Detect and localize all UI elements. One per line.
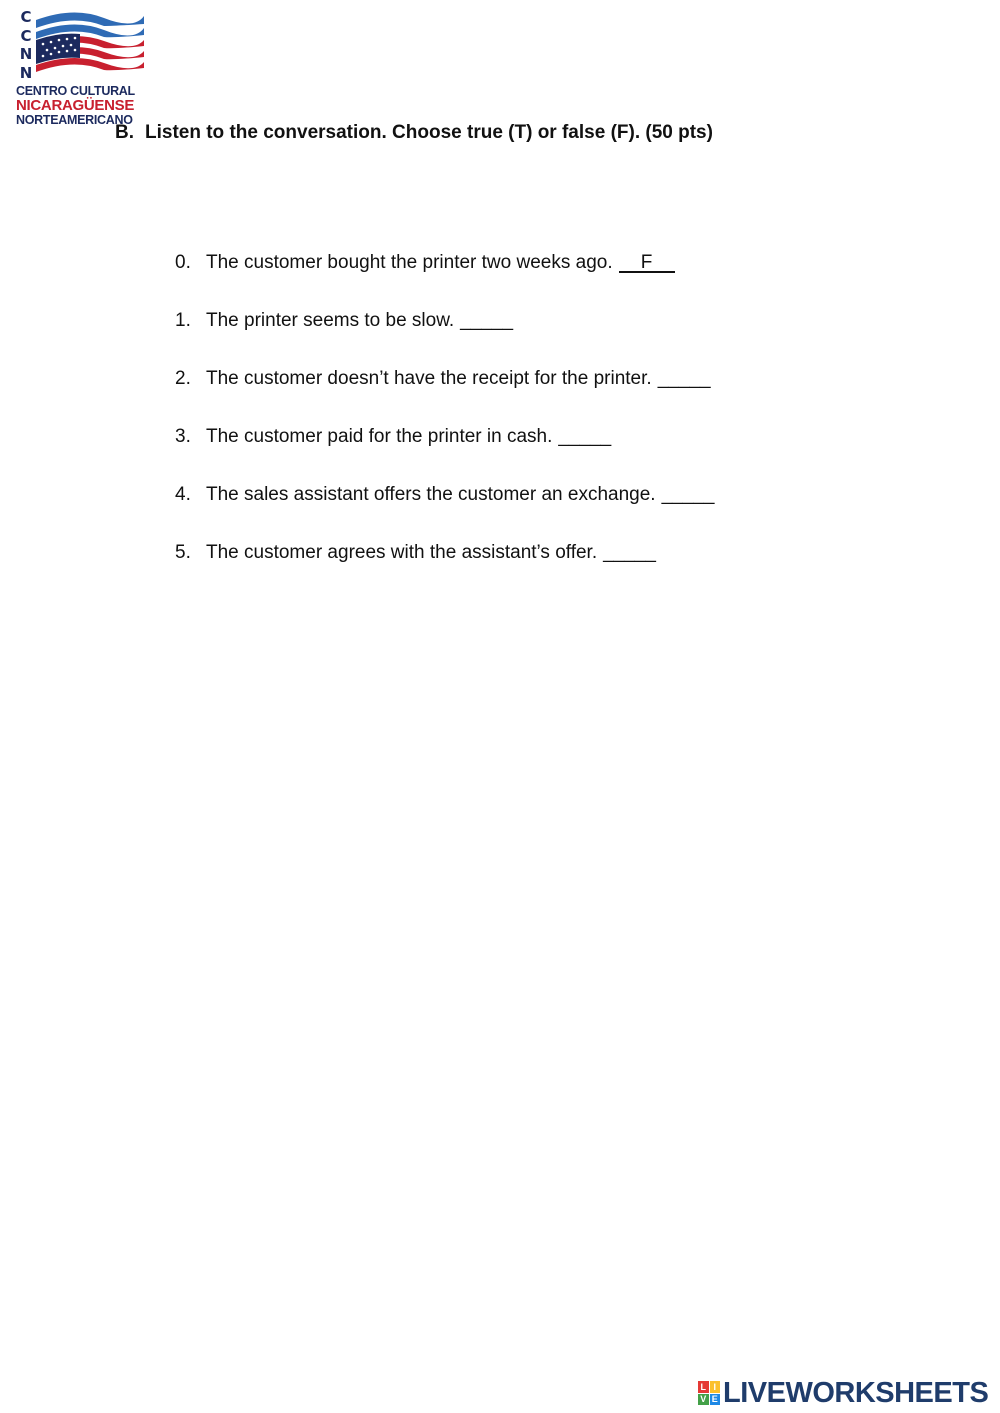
answer-field[interactable]: _____ [657, 368, 711, 389]
badge-letter: E [710, 1394, 721, 1406]
section-heading [115, 122, 713, 144]
logo-line-centro: CENTRO CULTURAL [16, 84, 135, 98]
item-text: The customer bought the printer two weeks ago. [206, 252, 613, 273]
item-number: 4. [175, 484, 191, 505]
item-text: The printer seems to be slow. [206, 310, 455, 331]
item-number: 2. [175, 368, 191, 389]
list-item [175, 310, 714, 368]
section-letter: B. [115, 122, 134, 143]
item-text: The sales assistant offers the customer an exchange. [206, 484, 656, 505]
logo-line-nicaraguense: NICARAGÜENSE [16, 97, 135, 114]
logo-acronym [18, 8, 34, 82]
logo-letter: N [19, 45, 33, 63]
list-item [175, 484, 714, 542]
logo-letter: N [19, 63, 33, 82]
item-text: The customer doesn’t have the receipt for the printer. [206, 368, 652, 389]
badge-letter: V [698, 1394, 709, 1406]
badge-letter: L [698, 1381, 709, 1393]
answer-field[interactable]: _____ [661, 484, 715, 505]
liveworksheets-badge-icon [698, 1381, 720, 1405]
list-item [175, 368, 714, 426]
logo-letter: C [20, 26, 32, 45]
logo-line-norteamericano: NORTEAMERICANO [16, 113, 133, 127]
item-text: The customer agrees with the assistant’s offer. [206, 542, 598, 563]
question-list [175, 252, 714, 600]
answer-value: F [640, 252, 653, 273]
answer-field[interactable]: _____ [558, 426, 612, 447]
list-item [175, 542, 714, 600]
logo-letter: C [20, 8, 32, 26]
item-number: 0. [175, 252, 191, 273]
liveworksheets-brand [698, 1378, 988, 1408]
item-text: The customer paid for the printer in cash. [206, 426, 553, 447]
item-number: 5. [175, 542, 191, 563]
brand-name: LIVEWORKSHEETS [723, 1377, 989, 1409]
list-item [175, 252, 714, 310]
answer-field[interactable] [619, 252, 675, 274]
answer-field[interactable]: _____ [460, 310, 514, 331]
item-number: 3. [175, 426, 191, 447]
list-item [175, 426, 714, 484]
section-instruction: Listen to the conversation. Choose true (T) or false (F). (50 pts) [145, 122, 713, 143]
ccnn-logo [16, 8, 148, 126]
answer-field[interactable]: _____ [603, 542, 656, 563]
item-number: 1. [175, 310, 191, 331]
badge-letter: I [710, 1381, 721, 1393]
flag-icon [34, 10, 146, 78]
